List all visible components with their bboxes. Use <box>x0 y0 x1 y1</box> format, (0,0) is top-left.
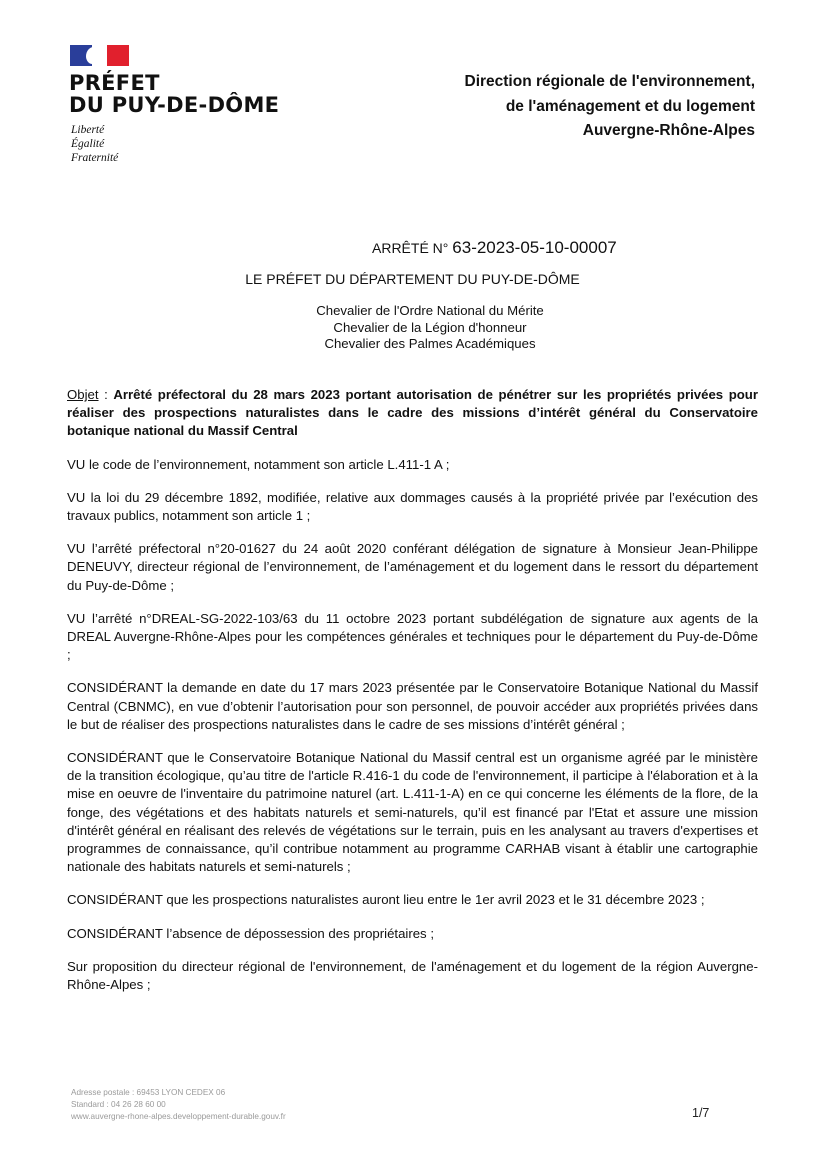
motto-line: Égalité <box>71 138 105 150</box>
honors-block <box>230 303 630 353</box>
marianne-flag-icon <box>70 45 129 66</box>
honor-line: Chevalier de l'Ordre National du Mérite <box>316 303 544 318</box>
considerant-paragraph: CONSIDÉRANT la demande en date du 17 mars 2023 présentée par le Conservatoire Botanique National du Massif Central (CBNMC), en vue d’obtenir l’autorisation pour son personnel, de pouvoir accéder aux propriétés privées dans le but de réaliser des prospections naturalistes dans le cadre de ses missions d’intérêt général ; <box>67 680 758 732</box>
authority-text: LE PRÉFET DU DÉPARTEMENT DU PUY-DE-DÔME <box>245 271 580 287</box>
visa-paragraph: VU l’arrêté n°DREAL-SG-2022-103/63 du 11 octobre 2023 portant subdélégation de signature aux agents de la DREAL Auvergne-Rhône-Alpes pour les compétences générales et techniques pour le département du Puy-de-Dôme ; <box>67 610 758 663</box>
objet-label: Objet <box>67 387 99 402</box>
republic-motto <box>71 123 118 165</box>
visa-paragraph: VU le code de l’environnement, notamment son article L.411-1 A ; <box>67 456 450 472</box>
footer-contact <box>71 1087 286 1123</box>
marianne-profile <box>86 47 100 64</box>
prefecture-title-line: PRÉFET <box>69 71 160 95</box>
decree-label: ARRÊTÉ N° <box>372 240 449 256</box>
considerant-paragraph: CONSIDÉRANT l’absence de dépossession des propriétaires ; <box>67 925 434 941</box>
footer-website: www.auvergne-rhone-alpes.developpement-durable.gouv.fr <box>71 1112 286 1121</box>
prefecture-title-line: DU PUY-DE-DÔME <box>69 93 280 117</box>
visa-paragraph: VU l’arrêté préfectoral n°20-01627 du 24 août 2020 conférant délégation de signature à Monsieur Jean-Philippe DENEUVY, directeur régional de l’environnement, de l’aménagement et du logement dans le ressort du département du Puy-de-Dôme ; <box>67 541 758 593</box>
page-number: 1/7 <box>692 1106 710 1120</box>
objet-text: Arrêté préfectoral du 28 mars 2023 portant autorisation de pénétrer sur les propriétés privées pour réaliser des prospections naturalistes dans le cadre des missions d’intérêt général du Conservatoire botanique national du Massif Central <box>67 387 758 439</box>
flag-red-band <box>107 45 129 66</box>
decree-number: 63-2023-05-10-00007 <box>452 238 617 257</box>
document-body <box>67 386 758 1009</box>
issuer-line: Auvergne-Rhône-Alpes <box>582 122 755 139</box>
objet-paragraph <box>67 386 758 441</box>
honor-line: Chevalier des Palmes Académiques <box>324 336 536 351</box>
footer-phone: Standard : 04 26 28 60 00 <box>71 1100 166 1109</box>
honor-line: Chevalier de la Légion d'honneur <box>333 319 527 335</box>
issuer-block <box>465 70 756 144</box>
proposition-paragraph: Sur proposition du directeur régional de l'environnement, de l'aménagement et du logement de la région Auvergne-Rhône-Alpes ; <box>67 958 758 993</box>
issuer-line: Direction régionale de l'environnement, <box>464 73 755 90</box>
motto-line: Fraternité <box>71 152 119 164</box>
considerant-paragraph: CONSIDÉRANT que les prospections naturalistes auront lieu entre le 1er avril 2023 et le 31 décembre 2023 ; <box>67 892 705 908</box>
prefecture-title <box>69 72 279 116</box>
motto-line: Liberté <box>71 124 105 136</box>
footer-address: Adresse postale : 69453 LYON CEDEX 06 <box>71 1088 226 1097</box>
visa-paragraph: VU la loi du 29 décembre 1892, modifiée, relative aux dommages causés à la propriété privée par l’exécution des travaux publics, notamment son article 1 ; <box>67 489 758 524</box>
objet-separator: : <box>98 387 114 402</box>
decree-heading <box>372 238 617 258</box>
considerant-paragraph: CONSIDÉRANT que le Conservatoire Botanique National du Massif central est un organisme agréé par le ministère de la transition écologique, qu’au titre de l'article R.416-1 du code de l'environnement, il participe à l'élaboration et à la mise en oeuvre de l'inventaire du patrimoine naturel (art. L.411-1-A) en ce qui concerne les éléments de la flore, de la fonge, des végétations et des habitats naturels et semi-naturels, qu’il est financé par l'Etat et assure une mission d'intérêt général en réalisant des relevés de végétations sur le terrain, puis en les analysant au travers d'expertises et programmes de connaissance, qu’il contribue notamment au programme CARHAB visant à établir une cartographie nationale des habitats naturels et semi-naturels ; <box>67 750 758 875</box>
issuer-line: de l'aménagement et du logement <box>505 97 755 115</box>
authority-line <box>0 271 827 287</box>
